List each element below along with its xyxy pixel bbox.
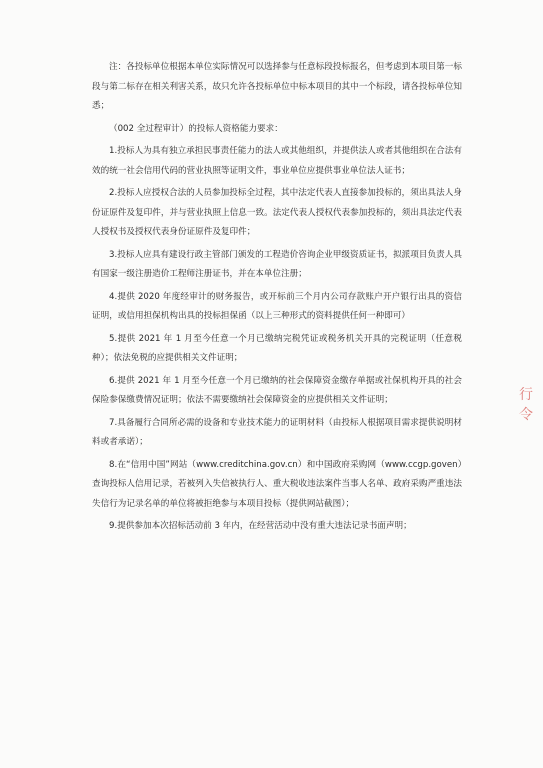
section-heading: （002 全过程审计）的投标人资格能力要求： [109,123,283,134]
requirement-2: 2.投标人应授权合法的人员参加投标全过程，其中法定代表人直接参加投标的，须出具法人身份证原件及复印件，并与营业执照上信息一致。法定代表人授权代表参加投标的，须出具法定代表人授权书及授权代表身份证原件及复印件； [92,188,462,237]
requirement-5: 5.提供 2021 年 1 月至今任意一个月已缴纳完税凭证或税务机关开具的完税证明（任意税种）；依法免税的应提供相关文件证明； [92,333,462,363]
requirement-7: 7.具备履行合同所必需的设备和专业技术能力的证明材料（由投标人根据项目需求提供说明材料或者承诺）； [92,417,462,447]
note-paragraph: 注：各投标单位根据本单位实际情况可以选择参与任意标段投标报名，但考虑到本项目第一标段与第二标存在相关利害关系，故只允许各投标单位中标本项目的其中一个标段，请各投标单位知悉； [92,62,462,111]
requirement-4: 4.提供 2020 年度经审计的财务报告，或开标前三个月内公司存款账户开户银行出具的资信证明，或信用担保机构出具的投标担保函（以上三种形式的资料提供任何一种即可） [92,291,462,321]
requirement-8: 8.在“信用中国”网站（www.creditchina.gov.cn）和中国政府采购网（www.ccgp.goven）查询投标人信用记录，若被列入失信被执行人、重大税收违法案件当事人名单、政府采购严重违法失信行为记录名单的单位将被拒绝参与本项目投标（提供网站截图）； [92,459,462,509]
requirement-3: 3.投标人应具有建设行政主管部门颁发的工程造价咨询企业甲级资质证书，拟派项目负责人具有国家一级注册造价工程师注册证书，并在本单位注册； [92,249,462,279]
document-body [92,58,462,540]
requirement-6: 6.提供 2021 年 1 月至今任意一个月已缴纳的社会保障资金缴存单据或社保机构开具的社会保险参保缴费情况证明；依法不需要缴纳社会保障资金的应提供相关文件证明； [92,375,462,405]
requirement-1: 1.投标人为具有独立承担民事责任能力的法人或其他组织，并提供法人或者其他组织在合法有效的统一社会信用代码的营业执照等证明文件，事业单位应提供事业单位法人证书； [92,146,462,176]
red-seal-stamp: 行 令 [519,387,533,423]
requirement-9: 9.提供参加本次招标活动前 3 年内，在经营活动中没有重大违法记录书面声明； [109,521,412,531]
